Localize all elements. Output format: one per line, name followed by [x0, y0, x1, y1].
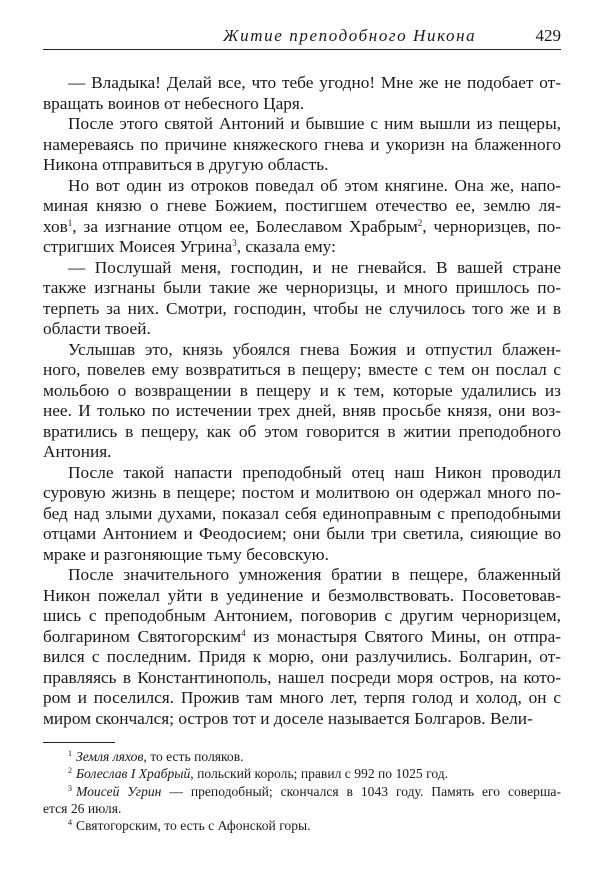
- text-segment: хов: [43, 216, 68, 236]
- text-line: [43, 422, 561, 443]
- text-segment: области твоей.: [43, 319, 151, 338]
- text-line: [43, 340, 561, 361]
- text-line: [43, 319, 561, 340]
- text-segment: — Владыка! Делай все, что тебе угодно! Мне же не подобает от-: [68, 73, 561, 92]
- text-segment: , польский король; правил с 992 по 1025 год.: [190, 766, 449, 782]
- text-segment: миная князю о гневе Божием, постигшем отечество ее, землю ля-: [43, 196, 561, 215]
- text-line: [43, 360, 561, 381]
- footnote-marker: 2: [417, 217, 423, 228]
- text-segment: отцами Антонием и Феодосием; они были три светила, сияющие во: [43, 524, 561, 543]
- text-line: [43, 765, 561, 782]
- footnote-marker: 2: [68, 766, 72, 776]
- text-segment: суровую жизнь в пещере; постом и молитвою он одержал много по-: [43, 483, 561, 502]
- paragraph: [43, 463, 561, 566]
- text-line: [43, 278, 561, 299]
- page-number: 429: [535, 26, 561, 45]
- text-segment: Антония.: [43, 442, 112, 461]
- text-line: [43, 545, 561, 566]
- text-segment: , то есть поляков.: [143, 749, 244, 764]
- text-segment: правляясь в Константинополь, нашел посреди моря остров, на кото-: [43, 667, 561, 687]
- text-segment: из монастыря Святого Мины, он отпра-: [245, 626, 561, 646]
- text-segment: мраке и разгоняющие тьму бесовскую.: [43, 544, 329, 564]
- text-segment: также изгнаны были такие же черноризцы, и много пришлось по-: [43, 278, 561, 297]
- footnote-marker: 1: [67, 217, 73, 228]
- text-line: [43, 176, 561, 197]
- text-segment: После значительного умножения братии в пещере, блаженный: [68, 565, 561, 584]
- italic-term: Моисей Угрин: [76, 783, 162, 799]
- text-line: [43, 155, 561, 176]
- text-segment: ного, повелев ему возвратиться в пещеру; вместе с тем он послал с: [43, 360, 561, 379]
- text-segment: намереваясь по причине княжеского гнева и укоризн на блаженного: [43, 134, 561, 154]
- text-line: [43, 647, 561, 668]
- text-segment: стригших Моисея Угрина: [43, 237, 233, 256]
- text-segment: После этого святой Антоний и бывшие с ним вышли из пещеры,: [68, 114, 561, 133]
- text-line: [43, 709, 561, 730]
- text-segment: Никона отправиться в другую область.: [43, 155, 329, 174]
- paragraph: [43, 73, 561, 114]
- footnote-marker: 1: [68, 749, 72, 758]
- text-line: [43, 442, 561, 463]
- text-segment: , сказала ему:: [236, 237, 336, 256]
- text-segment: ром и поселился. Прожив там много лет, терпя голод и холод, он с: [43, 688, 561, 707]
- text-segment: ется 26 июля.: [43, 800, 122, 816]
- text-line: [43, 299, 561, 320]
- text-segment: вился с последним. Придя к морю, они разлучились. Болгарин, от-: [43, 647, 561, 666]
- text-segment: — преподобный; скончался в 1043 году. Память его соверша-: [161, 783, 561, 799]
- paragraph: [43, 565, 561, 729]
- text-segment: вратились в пещеру, как об этом говорится в житии преподобного: [43, 421, 561, 441]
- text-line: [43, 668, 561, 689]
- text-line: [43, 401, 561, 422]
- footnote-marker: 3: [232, 238, 237, 248]
- text-line: [43, 748, 561, 765]
- footnote: [43, 748, 561, 765]
- text-line: [43, 135, 561, 156]
- text-segment: мольбою о возвращении в пещеру и к тем, которые удалились из: [43, 380, 561, 400]
- text-segment: Никон пожелал уйти в уединение и безмолвствовать. Посоветовав-: [43, 585, 561, 605]
- text-segment: миром скончался; остров тот и доселе называется Болгаров. Вели-: [43, 708, 533, 728]
- text-segment: Услышав это, князь убоялся гнева Божия и отпустил блажен-: [68, 339, 561, 359]
- text-segment: Святогорским, то есть с Афонской горы.: [76, 818, 311, 834]
- text-segment: вращать воинов от небесного Царя.: [43, 93, 305, 113]
- text-line: [43, 463, 561, 484]
- text-segment: После такой напасти преподобный отец наш Никон проводил: [68, 462, 561, 482]
- text-line: [43, 586, 561, 607]
- text-segment: — Послушай меня, господин, и не гневайся. В вашей стране: [68, 257, 561, 277]
- footnote-divider: [43, 742, 115, 743]
- text-line: [43, 237, 561, 258]
- text-line: [43, 73, 561, 94]
- text-segment: Но вот один из отроков поведал об этом княгине. Она же, напо-: [68, 175, 561, 195]
- paragraph: [43, 176, 561, 258]
- paragraph: [43, 340, 561, 463]
- text-line: [43, 800, 561, 817]
- text-line: [43, 381, 561, 402]
- text-segment: , черноризцев, по-: [422, 216, 561, 236]
- body-text: [43, 73, 561, 729]
- footnote: [43, 783, 561, 818]
- text-line: [43, 565, 561, 586]
- footnote-marker: 3: [68, 783, 72, 793]
- footnote: [43, 817, 561, 834]
- text-line: [43, 258, 561, 279]
- text-line: [43, 114, 561, 135]
- text-line: [43, 217, 561, 238]
- footnote-marker: 4: [68, 818, 72, 828]
- text-segment: нее. И только по истечении трех дней, вняв просьбе князя, они воз-: [43, 401, 561, 420]
- running-title: Житие преподобного Никона: [223, 26, 477, 45]
- text-line: [43, 483, 561, 504]
- text-line: [43, 94, 561, 115]
- text-line: [43, 688, 561, 709]
- text-line: [43, 606, 561, 627]
- paragraph: [43, 258, 561, 340]
- text-segment: шись с преподобным Антонием, поговорив с другим черноризцем,: [43, 606, 561, 625]
- text-segment: , за изгнание отцом ее, Болеславом Храбрым: [72, 216, 418, 236]
- text-line: [43, 783, 561, 800]
- text-line: [43, 524, 561, 545]
- text-segment: болгарином Святогорским: [43, 626, 242, 646]
- paragraph: [43, 114, 561, 176]
- footnotes: [43, 748, 561, 834]
- text-line: [43, 817, 561, 834]
- running-header: [43, 22, 561, 50]
- italic-term: Земля ляхов: [76, 749, 144, 764]
- text-segment: терпеть за них. Смотри, господин, чтобы не случилось того же и в: [43, 298, 561, 318]
- footnote-marker: 4: [241, 627, 246, 638]
- text-line: [43, 627, 561, 648]
- text-line: [43, 504, 561, 525]
- text-line: [43, 196, 561, 217]
- footnote: [43, 765, 561, 782]
- text-segment: бед над злыми духами, показал себя единоправным с преподобными: [43, 503, 561, 523]
- italic-term: Болеслав I Храбрый: [76, 766, 191, 782]
